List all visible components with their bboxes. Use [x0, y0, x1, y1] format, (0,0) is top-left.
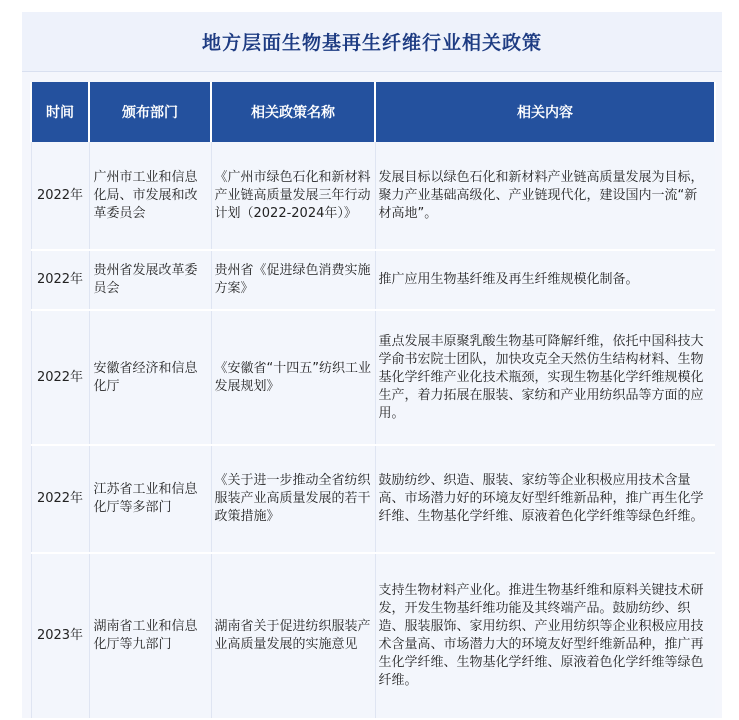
table-header-row [31, 82, 715, 142]
cell-time: 2022年 [31, 142, 89, 250]
table-row [31, 553, 715, 719]
table-row [31, 142, 715, 250]
cell-dept: 湖南省工业和信息化厅等九部门 [89, 553, 211, 719]
cell-content: 支持生物材料产业化。推进生物基纤维和原料关键技术研发，开发生物基纤维功能及其终端产品。鼓励纺纱、织造、服装服饰、家用纺织、产业用纺织等企业积极应用技术含量高、市场潜力大的环境友好型纤维新品种，推广再生化学纤维、生物基化学纤维、原液着色化学纤维等绿色纤维。 [375, 553, 715, 719]
cell-policy-name: 湖南省关于促进纺织服装产业高质量发展的实施意见 [211, 553, 375, 719]
cell-policy-name: 《关于进一步推动全省纺织服装产业高质量发展的若干政策措施》 [211, 445, 375, 553]
table-row [31, 310, 715, 445]
cell-content: 发展目标以绿色石化和新材料产业链高质量发展为目标，聚力产业基础高级化、产业链现代化，建设国内一流“新材高地”。 [375, 142, 715, 250]
cell-time: 2022年 [31, 310, 89, 445]
header-dept: 颁布部门 [89, 82, 211, 142]
table-row [31, 250, 715, 310]
cell-dept: 安徽省经济和信息化厅 [89, 310, 211, 445]
cell-time: 2022年 [31, 445, 89, 553]
cell-dept: 江苏省工业和信息化厅等多部门 [89, 445, 211, 553]
policy-document [22, 12, 722, 718]
table-row [31, 445, 715, 553]
cell-content: 重点发展丰原聚乳酸生物基可降解纤维，依托中国科技大学俞书宏院士团队，加快攻克全天然仿生结构材料、生物基化学纤维产业化技术瓶颈，实现生物基化学纤维规模化生产，着力拓展在服装、家纺和产业用纺织品等方面的应用。 [375, 310, 715, 445]
page-title: 地方层面生物基再生纤维行业相关政策 [201, 32, 542, 54]
cell-dept: 贵州省发展改革委员会 [89, 250, 211, 310]
cell-policy-name: 贵州省《促进绿色消费实施方案》 [211, 250, 375, 310]
cell-time: 2022年 [31, 250, 89, 310]
cell-content: 推广应用生物基纤维及再生纤维规模化制备。 [375, 250, 715, 310]
header-policy-name: 相关政策名称 [211, 82, 375, 142]
cell-policy-name: 《安徽省“十四五”纺织工业发展规划》 [211, 310, 375, 445]
header-time: 时间 [31, 82, 89, 142]
cell-dept: 广州市工业和信息化局、市发展和改革委员会 [89, 142, 211, 250]
cell-time: 2023年 [31, 553, 89, 719]
title-bar [22, 12, 722, 72]
policy-table [30, 82, 716, 720]
cell-content: 鼓励纺纱、织造、服装、家纺等企业积极应用技术含量高、市场潜力好的环境友好型纤维新品种，推广再生化学纤维、生物基化学纤维、原液着色化学纤维等绿色纤维。 [375, 445, 715, 553]
cell-policy-name: 《广州市绿色石化和新材料产业链高质量发展三年行动计划（2022-2024年）》 [211, 142, 375, 250]
header-content: 相关内容 [375, 82, 715, 142]
